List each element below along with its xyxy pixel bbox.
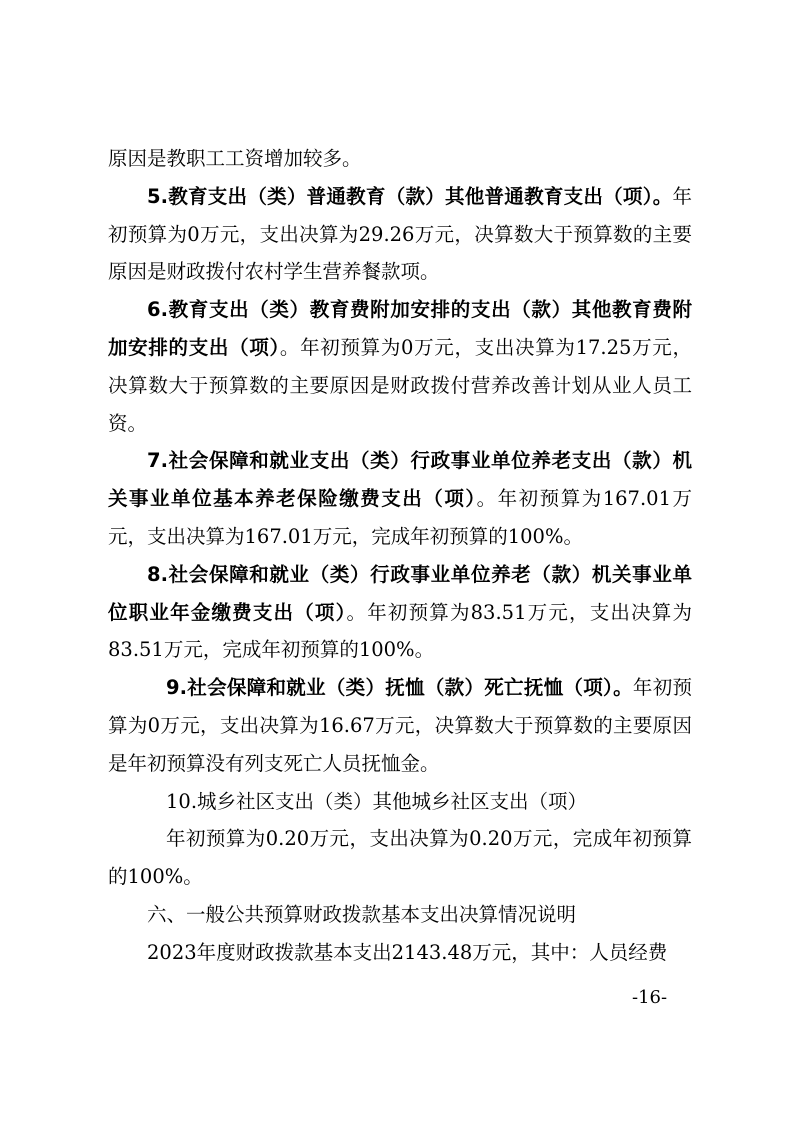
item-7-heading: 7.社会保障和就业支出（类）行政事业单位养老支出（款）机关事业单位基本养老保险缴费支出（项） [108,449,692,511]
item-6-text: 。年初预算为0万元，支出决算为17.25万元，决算数大于预算数的主要原因是财政拨付营养改善计划从业人员工资。 [108,335,692,435]
page-number: -16- [632,987,668,1008]
paragraph-item-7 [108,442,692,555]
paragraph-item-8 [108,556,692,669]
item-9-heading: 9.社会保障和就业（类）抚恤（款）死亡抚恤（项）。 [166,676,633,700]
item-8-heading: 8.社会保障和就业（类）行政事业单位养老（款）机关事业单位职业年金缴费支出（项） [108,562,692,624]
paragraph-item-6 [108,291,692,442]
paragraph-item-5 [108,178,692,291]
paragraph-item-9 [108,669,692,782]
item-5-text: 年初预算为0万元，支出决算为29.26万元，决算数大于预算数的主要原因是财政拨付农村学生营养餐款项。 [108,184,692,284]
item-9-text: 年初预算为0万元，支出决算为16.67万元，决算数大于预算数的主要原因是年初预算没有列支死亡人员抚恤金。 [108,676,692,775]
item-8-text: 。年初预算为83.51万元，支出决算为83.51万元，完成年初预算的100%。 [108,600,692,662]
paragraph-basic-expenditure: 2023年度财政拨款基本支出2143.48万元，其中：人员经费 [147,940,668,964]
item-7-text: 。年初预算为167.01万元，支出决算为167.01万元，完成年初预算的100%。 [108,487,692,548]
section-heading: 六、一般公共预算财政拨款基本支出决算情况说明 [147,902,577,926]
paragraph-item-10-text: 年初预算为0.20万元，支出决算为0.20万元，完成年初预算的100%。 [108,827,692,889]
item-6-heading: 6.教育支出（类）教育费附加安排的支出（款）其他教育费附加安排的支出（项） [108,298,692,359]
paragraph-continuation: 原因是教职工工资增加较多。 [108,147,362,170]
paragraph-item-10-heading: 10.城乡社区支出（类）其他城乡社区支出（项） [166,789,588,813]
document-body [108,140,692,972]
item-5-heading: 5.教育支出（类）普通教育（款）其他普通教育支出（项）。 [147,184,673,208]
